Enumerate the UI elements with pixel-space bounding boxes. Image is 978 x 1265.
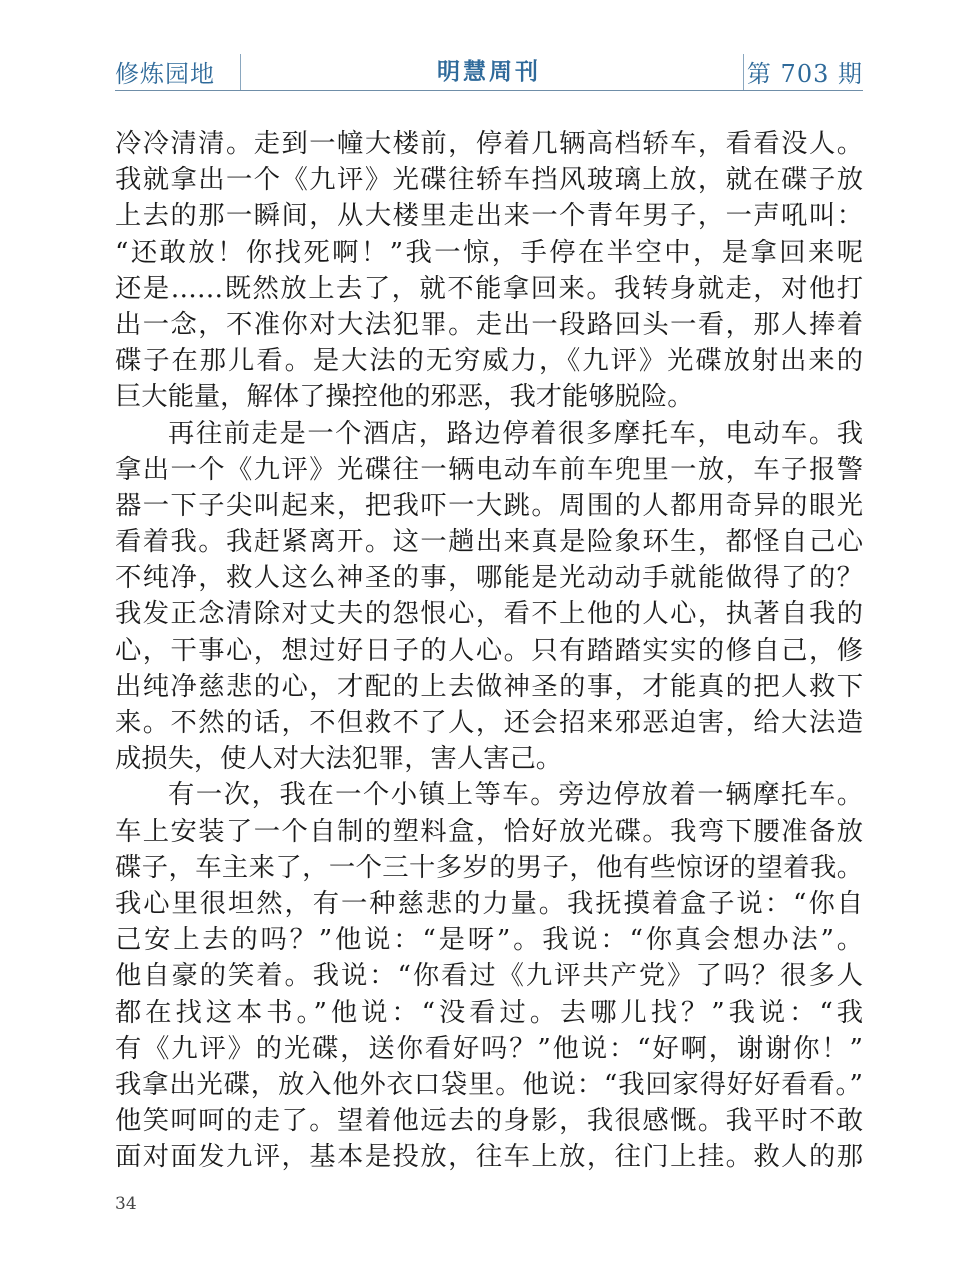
text-line: 心，干事心，想过好日子的人心。只有踏踏实实的修自己，修 [115,635,863,666]
text-line: 还是……既然放上去了，就不能拿回来。我转身就走，对他打 [115,273,863,304]
text-line: 器一下子尖叫起来，把我吓一大跳。周围的人都用奇异的眼光 [115,490,863,521]
text-line: 冷冷清清。走到一幢大楼前，停着几辆高档轿车，看看没人。 [115,129,863,159]
issue-number: 第 703 期 [746,60,863,88]
text-line: 上去的那一瞬间，从大楼里走出来一个青年男子，一声吼叫： [115,201,863,232]
text-line: 碟子在那儿看。是大法的无穷威力，《九评》光碟放射出来的 [115,346,863,377]
text-line: 车上安装了一个自制的塑料盒，恰好放光碟。我弯下腰准备放 [115,816,863,847]
text-line: 看着我。我赶紧离开。这一趟出来真是险象环生，都怪自己心 [115,527,863,558]
text-line: 己安上去的吗？”他说：“是呀”。我说：“你真会想办法”。 [115,925,863,956]
section-title: 修炼园地 [115,60,215,88]
text-line: 拿出一个《九评》光碟往一辆电动车前车兜里一放，车子报警 [115,454,863,485]
text-line: 我发正念清除对丈夫的怨恨心，看不上他的人心，执著自我的 [115,599,863,630]
text-line: 我心里很坦然，有一种慈悲的力量。我抚摸着盒子说：“你自 [115,888,863,919]
page-header [115,48,863,94]
text-line: “还敢放！你找死啊！”我一惊，手停在半空中，是拿回来呢 [115,237,863,268]
text-line: 他自豪的笑着。我说：“你看过《九评共产党》了吗？很多人 [115,961,863,992]
text-line: 都在找这本书。”他说：“没看过。去哪儿找？”我说：“我 [115,997,863,1028]
text-line: 面对面发九评，基本是投放，往车上放，往门上挂。救人的那 [115,1142,863,1173]
header-separator-right [743,54,744,90]
paragraph-start-line: 有一次，我在一个小镇上等车。旁边停放着一辆摩托车。 [168,780,863,811]
text-line: 不纯净，救人这么神圣的事，哪能是光动动手就能做得了的？ [115,563,863,594]
text-line: 出一念，不准你对大法犯罪。走出一段路回头一看，那人捧着 [115,309,863,340]
page-number: 34 [115,1194,137,1214]
text-line: 出纯净慈悲的心，才配的上去做神圣的事，才能真的把人救下 [115,671,863,702]
text-line: 他笑呵呵的走了。望着他远去的身影，我很感慨。我平时不敢 [115,1106,863,1137]
text-line: 有《九评》的光碟，送你看好吗？”他说：“好啊，谢谢你！” [115,1033,863,1064]
text-line: 成损失，使人对大法犯罪，害人害己。 [115,744,563,775]
paragraph-start-line: 再往前走是一个酒店，路边停着很多摩托车，电动车。我 [168,418,863,449]
text-line: 碟子，车主来了，一个三十多岁的男子，他有些惊讶的望着我。 [115,852,863,883]
publication-title: 明慧周刊 [437,59,541,85]
text-line: 来。不然的话，不但救不了人，还会招来邪恶迫害，给大法造 [115,708,863,738]
header-rule [115,90,863,91]
text-line: 我就拿出一个《九评》光碟往轿车挡风玻璃上放，就在碟子放 [115,165,863,196]
article-body [115,126,863,1175]
text-line: 巨大能量，解体了操控他的邪恶，我才能够脱险。 [115,382,694,413]
text-line: 我拿出光碟，放入他外衣口袋里。他说：“我回家得好好看看。” [115,1069,863,1100]
